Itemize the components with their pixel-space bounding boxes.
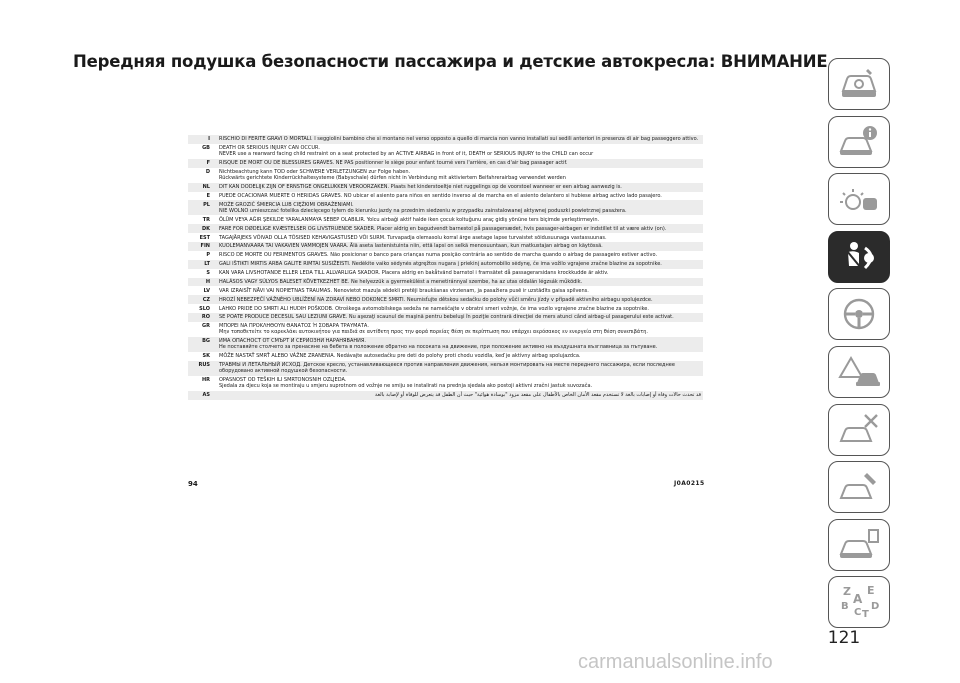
warning-row — [188, 233, 703, 242]
language-code: E — [188, 192, 217, 201]
page-number: 121 — [827, 628, 861, 648]
warning-text: قد تحدث حالات وفاة أو إصابات بالغة لا تستخدم مقعد الأمان الخاص بالأطفال على مقعد مزود "بوسادة هوائية" حيث أن الطفل قد يتعرض للوفاة أو لإصابة بالغة — [217, 391, 703, 400]
warning-row — [188, 215, 703, 224]
warning-row — [188, 192, 703, 201]
language-code: H — [188, 278, 217, 287]
warning-text: LAHKO PRIDE DO SMRTI ALI HUDIH POŠKODB. Otroškega avtomobilskega sedežа ne nameščajte v obratni smeri vožnje, če ima vozilo vgrajene zračne blazine za sopotnike. — [217, 304, 703, 313]
warning-text: MÔŽE NASTAŤ SMRŤ ALEBO VÁŽNE ZRANENIA. Nedávajte autosedačku pre deti do polohy proti chodu vozidla, keď je aktívny airbag spolujazdca. — [217, 352, 703, 361]
technical-specifications-icon — [837, 526, 881, 564]
car-dashboard-icon — [837, 65, 881, 103]
warning-row — [188, 376, 703, 391]
warning-row — [188, 260, 703, 269]
warning-row — [188, 183, 703, 192]
warning-text: KUOLEMANVAARA TAI VAKAVIEN VAMMOJEN VAARA. Älä aseta lastenistuinta niin, että lapsi on selkä menosuuntaan, kun matkustajan airbag on käytössä. — [217, 242, 703, 251]
index-letter: T — [862, 609, 869, 621]
figure-page-reference: 94 — [188, 480, 198, 488]
warning-row — [188, 295, 703, 304]
tab-maintenance[interactable] — [828, 461, 890, 513]
seat-belt-airbag-icon — [837, 238, 881, 276]
warning-row — [188, 361, 703, 376]
language-code: TR — [188, 215, 217, 224]
warning-row — [188, 144, 703, 159]
language-code: EST — [188, 233, 217, 242]
language-code: NL — [188, 183, 217, 192]
index-letter: Z — [843, 585, 851, 599]
language-code: FIN — [188, 242, 217, 251]
warning-triangle-car-icon — [837, 353, 881, 391]
warning-row — [188, 304, 703, 313]
language-code: GB — [188, 144, 217, 159]
warning-row — [188, 391, 703, 400]
warning-text: Nichtbeachtung kann TOD oder SCHWERE VERLETZUNGEN zur Folge haben. Rückwärts gerichtete Kinderrückhaltesysteme (Babyschale) dürfen nicht in Verbindung mit aktiviertem Beifahrerairbag verwendet werden — [217, 168, 703, 183]
language-code: RUS — [188, 361, 217, 376]
language-code: AS — [188, 391, 217, 400]
language-code: BG — [188, 337, 217, 352]
language-code: SLO — [188, 304, 217, 313]
tab-starting-driving[interactable] — [828, 288, 890, 340]
warning-text: SE POATE PRODUCE DECESUL SAU LEZIUNI GRAVE. Nu aşezaţi scaunul de maşină pentru bebeluşi în poziţie contrară direcţiei de mers atunci când airbag-ul pasagerului este activat. — [217, 313, 703, 322]
warning-row — [188, 251, 703, 260]
warning-text: RISCO DE MORTE OU FERIMENTOS GRAVES. Não posicionar o banco para crianças numa posição contrária ao sentido de marcha quando o airbag de passageiro estiver activo. — [217, 251, 703, 260]
warning-row — [188, 313, 703, 322]
car-info-icon — [837, 123, 881, 161]
tab-dashboard[interactable] — [828, 58, 890, 110]
language-code: GR — [188, 322, 217, 337]
car-maintenance-icon — [837, 468, 881, 506]
tab-lights[interactable] — [828, 173, 890, 225]
tab-alphabetical-index[interactable] — [828, 576, 890, 628]
warning-row — [188, 168, 703, 183]
warning-row — [188, 224, 703, 233]
figure-code: J0A0215 — [674, 480, 705, 487]
index-letter: E — [867, 584, 875, 598]
index-letter: B — [841, 601, 849, 613]
language-code: I — [188, 135, 217, 144]
airbag-warning-table — [188, 135, 703, 400]
index-letter: A — [853, 592, 863, 607]
warning-text: FARE FOR DØDELIGE KVÆSTELSER OG LIVSTRUENDE SKADER. Placer aldrig en bagudvendt barnestol på passagersædet, hvis passager-airbagen er indstillet til at være aktiv (on). — [217, 224, 703, 233]
language-code: PL — [188, 200, 217, 215]
warning-row — [188, 352, 703, 361]
warning-text: ΜΠΟΡΕΙ ΝΑ ΠΡΟΚΛΗΘΟΥΝ ΘΑΝΑΤΟΣ Ή ΣΟΒΑΡΑ ΤΡΑΥΜΑΤΑ. Μην τοποθετείτε το καρεκλάκι αυτοκινήτου για παιδιά σε αντίθετη προς την φορά πορείας θέση σε περίπτωση που υπάρχει αερόσακος εν ενεργεία στη θέση συνεπιβάτη. — [217, 322, 703, 337]
tab-car-info[interactable] — [828, 116, 890, 168]
warning-row — [188, 337, 703, 352]
tab-service[interactable] — [828, 404, 890, 456]
warning-text: RISQUE DE MORT OU DE BLESSURES GRAVES. NE PAS positionner le siège pour enfant tourné vers l'arrière, en cas d'air bag passager actif. — [217, 159, 703, 168]
tab-technical-specifications[interactable] — [828, 519, 890, 571]
warning-text: DIT KAN DODELIJK ZIJN OF ERNSTIGE ONGELUKKEN VEROORZAKEN. Plaats het kinderstoeltje niet ruggelings op de voorstoel wanneer er een airbag aanwezig is. — [217, 183, 703, 192]
warning-text: ÖLÜM VEYA AĞIR ŞEKILDE YARALANMAYA SEBEP OLABILIR. Yolcu airbaği aktif halde iken çocuk koltuğunu araç gidiş yönüne ters biçimde yerleştirmeyin. — [217, 215, 703, 224]
language-code: S — [188, 269, 217, 278]
warning-text: DEATH OR SERIOUS INJURY CAN OCCUR. NEVER use a rearward facing child restraint on a seat protected by an ACTIVE AIRBAG in front of it, DEATH or SERIOUS INJURY to the CHILD can occur — [217, 144, 703, 159]
language-code: F — [188, 159, 217, 168]
warning-row — [188, 200, 703, 215]
watermark: carmanualsonline.info — [578, 651, 773, 673]
warning-row — [188, 322, 703, 337]
warning-row — [188, 159, 703, 168]
warning-row — [188, 135, 703, 144]
warning-text: GALI IŠTIKTI MIRTIS ARBA GALITE RIMTAI SUSIŽEISTI. Nedėkite vaiko sėdynės atgręžtos nugara į priekinį automobilio sėdynę, če ima vožilo vgrajene zračne blazine za sopotnike. — [217, 260, 703, 269]
warning-row — [188, 269, 703, 278]
warning-row — [188, 278, 703, 287]
language-code: SK — [188, 352, 217, 361]
warning-text: HALÁSOS VAGY SÚLYOS BALESET KÖVETKEZHET BE. Ne helyezzük a gyermekülést a menetiránnyal szembe, ha az utas oldalán légzsák működik. — [217, 278, 703, 287]
language-code: DK — [188, 224, 217, 233]
language-code: LT — [188, 260, 217, 269]
warning-text: KAN VARA LIVSHOTANDE ELLER LEDA TILL ALLVARLIGA SKADOR. Placera aldrig en bakåtvänd barnstol i framsätet då passagerarsidans krockkudde är aktiv. — [217, 269, 703, 278]
language-code: D — [188, 168, 217, 183]
warning-text: VAR IZRAISĪT NĀVI VAI NOPIETNAS TRAUMAS. Nenovietot mazuļa sēdekli pretēji braukšanas virzienam, ja pasažiera pusē ir uzstādīts gaisa spilvens. — [217, 286, 703, 295]
language-code: HR — [188, 376, 217, 391]
warning-text: ТРАВМЫ И ЛЕТАЛЬНЫЙ ИСХОД. Детское кресло, устанавливающееся против направления движения, нельзя монтировать на месте переднего пассажира, если последнее оборудовано активной подушкой безопасности. — [217, 361, 703, 376]
index-letter: D — [871, 601, 880, 613]
chapter-tabs — [828, 58, 890, 634]
page-title: Передняя подушка безопасности пассажира и детские автокресла: ВНИМАНИЕ — [73, 52, 828, 71]
warning-text: TAGAJÄRJEKS VÕIVAD OLLA TÕSISED KEHAVIGASTUSED VÕI SURM. Turvapadja olemasolu korral ärge asetage lapse turvaistet sõidusuunaga vastassuunas. — [217, 233, 703, 242]
warning-text: HROZÍ NEBEZPEČÍ VÁŽNÉHO UBLÍŽENÍ NA ZDRAVÍ NEBO DOKONCE SMRTI. Neumisťujte dětskou sedačku do polohy vůči směru jízdy v případě aktivního airbagu spolujezdce. — [217, 295, 703, 304]
car-service-tools-icon — [837, 411, 881, 449]
warning-text: PUEDE OCACIONAR MUERTE O HERIDAS GRAVES. NO ubicar el asiento para niños en sentido inverso al de marcha en el asiento delantero si hubiese airbag activo lado pasajero. — [217, 192, 703, 201]
lights-icon — [837, 180, 881, 218]
language-code: RO — [188, 313, 217, 322]
tab-emergency[interactable] — [828, 346, 890, 398]
tab-safety[interactable] — [828, 231, 890, 283]
warning-row — [188, 242, 703, 251]
warning-text: RISCHIO DI FERITE GRAVI O MORTALI. I seggiolini bambino che si montano nel verso opposto a quello di marcia non vanno installati sui sedili anteriori in presenza di air bag passeggero attivo. — [217, 135, 703, 144]
language-code: CZ — [188, 295, 217, 304]
language-code: LV — [188, 286, 217, 295]
steering-wheel-icon — [837, 295, 881, 333]
alphabetical-index-icon — [837, 583, 881, 621]
index-letter: C — [854, 607, 862, 619]
warning-row — [188, 286, 703, 295]
language-code: P — [188, 251, 217, 260]
warning-text: ИМА ОПАСНОСТ ОТ СМЪРТ И СЕРИОЗНИ НАРАНЯВАНИЯ. Не поставяйте столчето за пренасяне на бебета в положение обратно на посоката на движение, при положение активно на въздушната възглавница за пътуване. — [217, 337, 703, 352]
warning-text: OPASNOST OD TEŠKIH ILI SMRTONOSNIH OZLJEDA. Sjedala za djecu koja se montiraju u smjeru suprotnom od vožnje ne smiju se instalirati na prednja sjedala ako postoji aktivni zračni jastuk suvozača. — [217, 376, 703, 391]
warning-text: MOŻE GROZIĆ ŚMIERCIA LUB CIĘŻKIMI OBRAŻENIAMI. NIE WOLNO umieszczać fotelika dziecięcego tyłem do kierunku jazdy na przednim siedzeniu w przypadku zainstalowanej aktywnej poduszki powietrznej pasażera. — [217, 200, 703, 215]
